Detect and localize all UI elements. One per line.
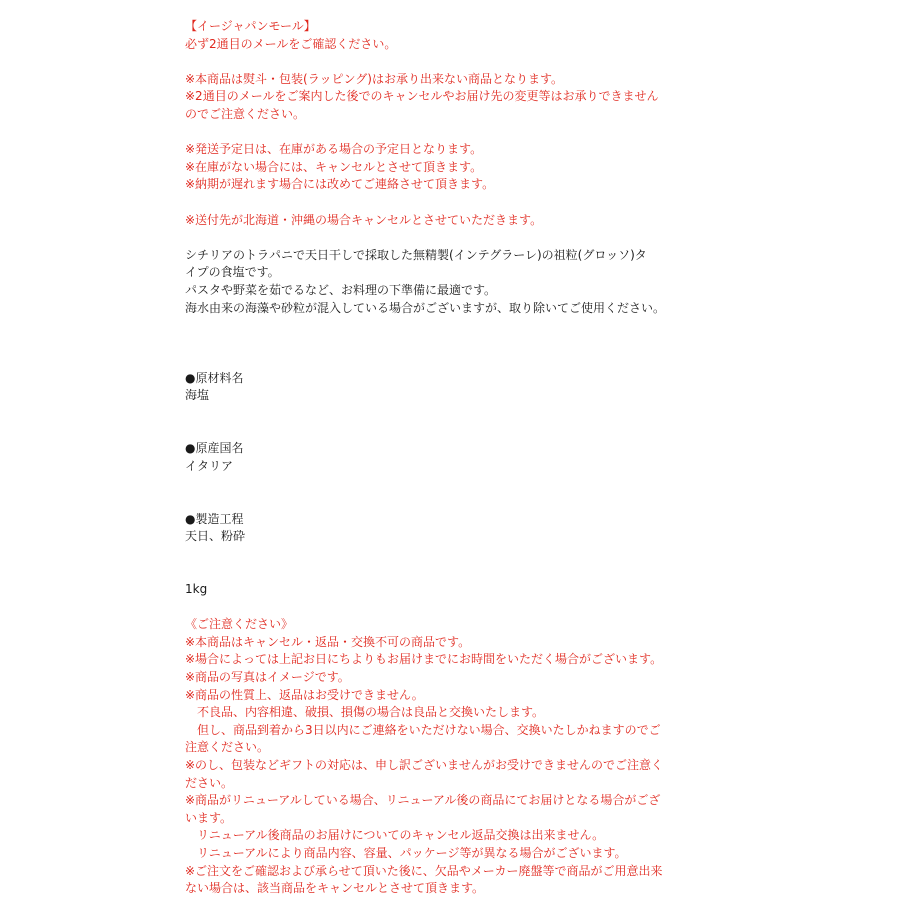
caution-line: ※場合によっては上記お日にちよりもお届けまでにお時間をいただく場合がございます。 [185, 652, 663, 667]
caution-line: ※商品がリニューアルしている場合、リニューアル後の商品にてお届けとなる場合がござ [185, 793, 661, 808]
description-line: イプの食塩です。 [185, 265, 280, 280]
shipping-note: ※納期が遅れます場合には改めてご連絡させて頂きます。 [185, 177, 495, 192]
spec-heading-ingredients: ●原材料名 [185, 370, 244, 385]
shipping-note: ※発送予定日は、在庫がある場合の予定日となります。 [185, 142, 483, 157]
caution-line: ※ご注文をご確認および承らせて頂いた後に、欠品やメーカー廃盤等で商品がご用意出来 [185, 863, 663, 878]
caution-line: ※のし、包装などギフトの対応は、申し訳ございませんがお受けできませんのでご注意く [185, 757, 664, 772]
order-note: ※本商品は熨斗・包装(ラッピング)はお承り出来ない商品となります。 [185, 71, 563, 86]
caution-line: ※商品の性質上、返品はお受けできません。 [185, 687, 424, 702]
caution-line: います。 [185, 810, 233, 825]
description-line: 海水由来の海藻や砂粒が混入している場合がございますが、取り除いてご使用ください。 [185, 300, 666, 315]
caution-line: ない場合は、該当商品をキャンセルとさせて頂きます。 [185, 881, 485, 896]
description-line: パスタや野菜を茹でるなど、お料理の下準備に最適です。 [185, 282, 497, 297]
order-note: ※2通目のメールをご案内した後でのキャンセルやお届け先の変更等はお承りできません [185, 89, 659, 104]
caution-line: リニューアル後商品のお届けについてのキャンセル返品交換は出来ません。 [185, 828, 605, 843]
order-note: のでご注意ください。 [185, 106, 306, 121]
shop-name: 【イージャパンモール】 [185, 19, 316, 33]
product-size: 1kg [185, 582, 208, 597]
description-line: シチリアのトラパニで天日干しで採取した無精製(インテグラーレ)の祖粒(グロッソ)タ [185, 247, 647, 262]
caution-line: ※本商品はキャンセル・返品・交換不可の商品です。 [185, 634, 471, 649]
caution-line: 注意ください。 [185, 740, 270, 755]
spec-value-origin: イタリア [185, 458, 234, 473]
caution-line: ※商品の写真はイメージです。 [185, 669, 350, 684]
product-description [185, 18, 685, 898]
spec-heading-process: ●製造工程 [185, 511, 244, 526]
confirm-email-note: 必ず2通目のメールをご確認ください。 [185, 36, 397, 51]
spec-heading-origin: ●原産国名 [185, 441, 244, 456]
region-note: ※送付先が北海道・沖縄の場合キャンセルとさせていただきます。 [185, 212, 543, 227]
spec-value-ingredients: 海塩 [185, 388, 210, 403]
caution-line: 不良品、内容相違、破損、損傷の場合は良品と交換いたします。 [185, 705, 545, 720]
caution-line: リニューアルにより商品内容、容量、パッケージ等が異なる場合がございます。 [185, 845, 627, 860]
caution-line: 但し、商品到着から3日以内にご連絡をいただけない場合、交換いたしかねますのでご [185, 722, 661, 737]
caution-title: 《ご注意ください》 [185, 617, 294, 632]
caution-line: ださい。 [185, 775, 234, 790]
spec-value-process: 天日、粉砕 [185, 529, 246, 544]
shipping-note: ※在庫がない場合には、キャンセルとさせて頂きます。 [185, 159, 483, 174]
